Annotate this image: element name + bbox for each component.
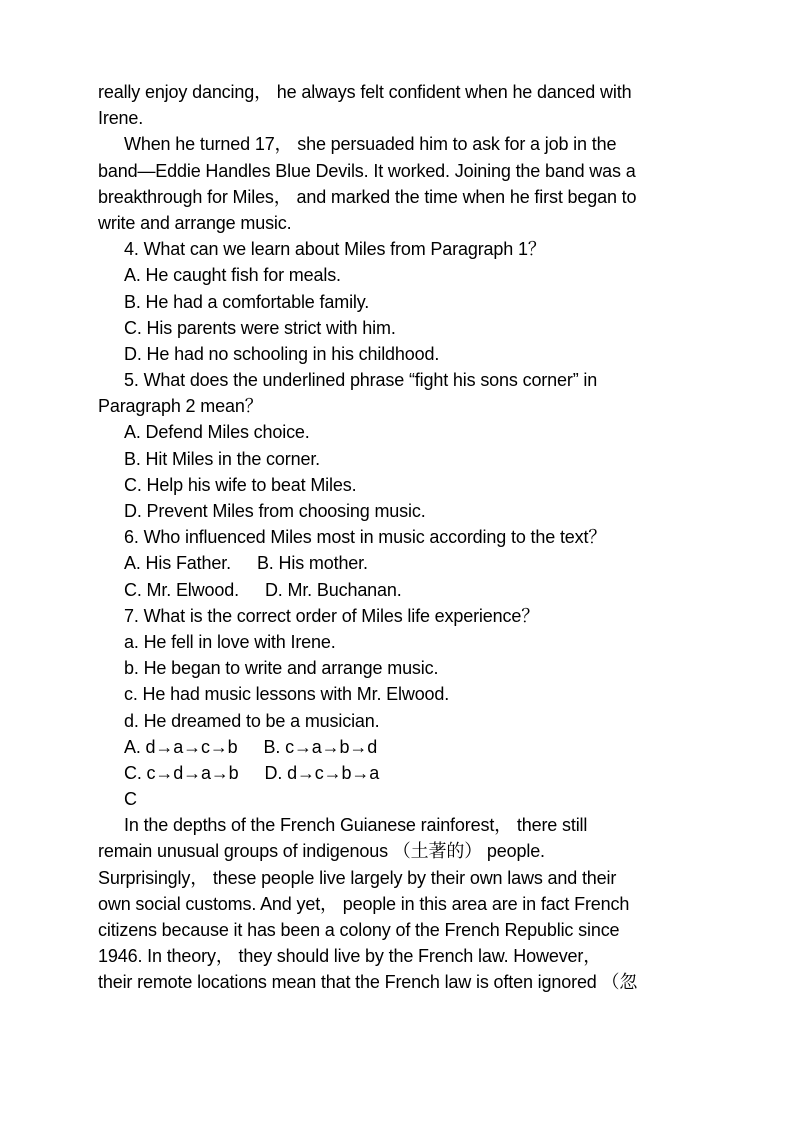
- question-6-option-b: B. His mother.: [256, 553, 368, 574]
- question-4-stem: 4. What can we learn about Miles from Paragraph 1？: [124, 239, 546, 260]
- passage-c-line: their remote locations mean that the French law is often ignored （忽: [98, 972, 638, 993]
- question-7-option-d: D. d→c→b→a: [264, 762, 380, 783]
- question-5-stem-continued: Paragraph 2 mean？: [98, 396, 263, 417]
- passage-b-line: really enjoy dancing， he always felt confident when he danced with: [98, 82, 632, 102]
- question-5-option-b: B. Hit Miles in the corner.: [124, 448, 321, 469]
- question-7-event-c: c. He had music lessons with Mr. Elwood.: [124, 684, 450, 705]
- passage-c-line: In the depths of the French Guianese rainforest， there still: [124, 815, 588, 836]
- question-6-option-c: C. Mr. Elwood.: [124, 579, 239, 600]
- question-7-options-row: [98, 760, 698, 786]
- question-4-option-b: B. He had a comfortable family.: [124, 291, 370, 312]
- question-5-option-d: D. Prevent Miles from choosing music.: [124, 501, 426, 521]
- passage-b-line: Irene.: [98, 108, 144, 129]
- passage-c-line: Surprisingly， these people live largely by their own laws and their: [98, 867, 617, 888]
- question-7-option-c: C. c→d→a→b: [124, 762, 239, 783]
- question-7-event-d: d. He dreamed to be a musician.: [124, 710, 380, 731]
- question-6-options-row: [98, 550, 698, 576]
- question-5-option-a: A. Defend Miles choice.: [124, 422, 310, 443]
- passage-c-line: remain unusual groups of indigenous （土著的） people.: [98, 841, 545, 862]
- question-6-option-a: A. His Father.: [124, 553, 231, 574]
- passage-b-line: write and arrange music.: [98, 212, 292, 233]
- question-5-stem: 5. What does the underlined phrase “fight his sons corner” in: [124, 370, 598, 391]
- question-6-option-d: D. Mr. Buchanan.: [264, 579, 402, 600]
- passage-b-line: band—Eddie Handles Blue Devils. It worked. Joining the band was a: [98, 160, 636, 181]
- passage-c-label: C: [124, 789, 137, 810]
- passage-b-line: breakthrough for Miles， and marked the time when he first began to: [98, 186, 637, 207]
- question-6-stem: 6. Who influenced Miles most in music according to the text？: [124, 527, 607, 548]
- passage-c-line: citizens because it has been a colony of the French Republic since: [98, 920, 620, 940]
- question-7-stem: 7. What is the correct order of Miles life experience？: [124, 605, 540, 626]
- question-4-option-c: C. His parents were strict with him.: [124, 317, 396, 338]
- question-4-option-a: A. He caught fish for meals.: [124, 265, 341, 286]
- document-body: [98, 79, 698, 996]
- question-7-option-a: A. d→a→c→b: [124, 736, 238, 757]
- passage-c-line: 1946. In theory， they should live by the French law. However，: [98, 946, 602, 967]
- question-5-option-c: C. Help his wife to beat Miles.: [124, 474, 357, 495]
- passage-c-line: own social customs. And yet， people in this area are in fact French: [98, 893, 630, 914]
- question-7-options-row: [98, 734, 698, 760]
- question-4-option-d: D. He had no schooling in his childhood.: [124, 343, 440, 364]
- question-7-event-b: b. He began to write and arrange music.: [124, 658, 439, 679]
- question-7-event-a: a. He fell in love with Irene.: [124, 631, 336, 652]
- question-7-option-b: B. c→a→b→d: [263, 736, 378, 757]
- question-6-options-row: [98, 577, 698, 603]
- passage-b-line: When he turned 17， she persuaded him to ask for a job in the: [124, 134, 617, 155]
